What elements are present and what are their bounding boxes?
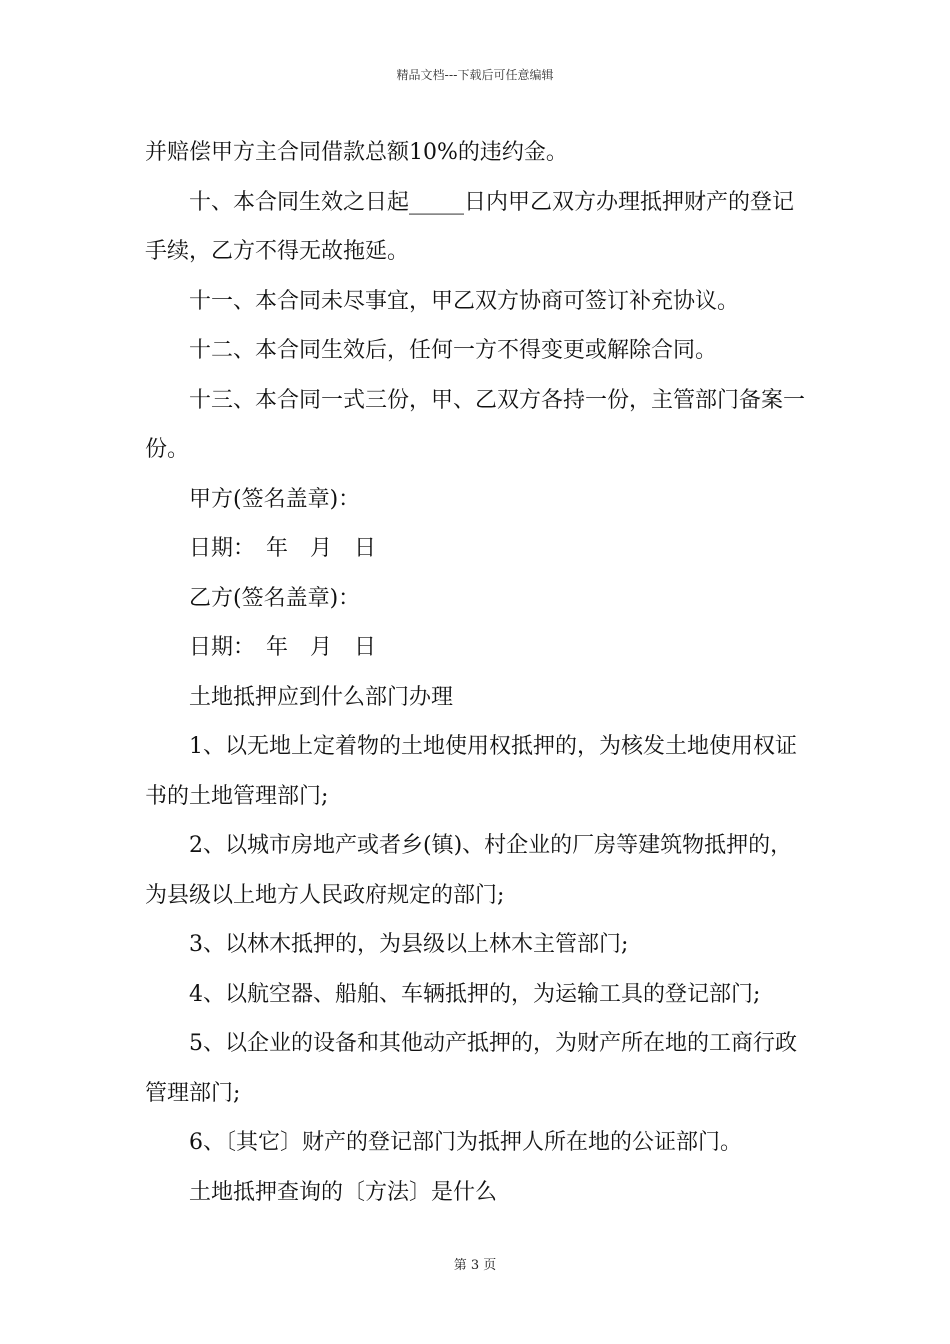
list-item-1: 1、以无地上定着物的土地使用权抵押的，为核发土地使用权证书的土地管理部门;: [145, 734, 797, 809]
paragraph-clause-13: 十三、本合同一式三份，甲、乙双方各持一份，主管部门备案一份。: [145, 387, 806, 462]
paragraph-continuation: 并赔偿甲方主合同借款总额10%的违约金。: [145, 140, 568, 165]
paragraph-clause-10: 十、本合同生效之日起_____日内甲乙双方办理抵押财产的登记手续，乙方不得无故拖延。: [145, 189, 795, 264]
party-a-signature: 甲方(签名盖章)：: [189, 486, 361, 512]
list-item-5: 5、以企业的设备和其他动产抵押的，为财产所在地的工商行政管理部门;: [145, 1031, 797, 1106]
list-item-4: 4、以航空器、船舶、车辆抵押的，为运输工具的登记部门;: [189, 981, 761, 1007]
paragraph-clause-12: 十二、本合同生效后，任何一方不得变更或解除合同。: [189, 338, 718, 363]
document-body: [145, 128, 813, 1217]
section-heading-query: 土地抵押查询的〔方法〕是什么: [189, 1179, 498, 1205]
list-item-3: 3、以林木抵押的，为县级以上林木主管部门;: [189, 932, 629, 957]
party-b-date: 日期： 年 月 日: [189, 635, 377, 660]
page-number: 第 3 页: [453, 1258, 497, 1273]
page-header: 精品文档---下载后可任意编辑: [396, 68, 554, 82]
section-heading-department: 土地抵押应到什么部门办理: [189, 684, 454, 710]
list-item-6: 6、〔其它〕财产的登记部门为抵押人所在地的公证部门。: [189, 1130, 742, 1155]
party-b-signature: 乙方(签名盖章)：: [189, 585, 361, 611]
party-a-date: 日期： 年 月 日: [189, 536, 377, 561]
list-item-2: 2、以城市房地产或者乡(镇)、村企业的厂房等建筑物抵押的，为县级以上地方人民政府规定的部门;: [145, 833, 793, 908]
paragraph-clause-11: 十一、本合同未尽事宜，甲乙双方协商可签订补充协议。: [189, 288, 740, 314]
